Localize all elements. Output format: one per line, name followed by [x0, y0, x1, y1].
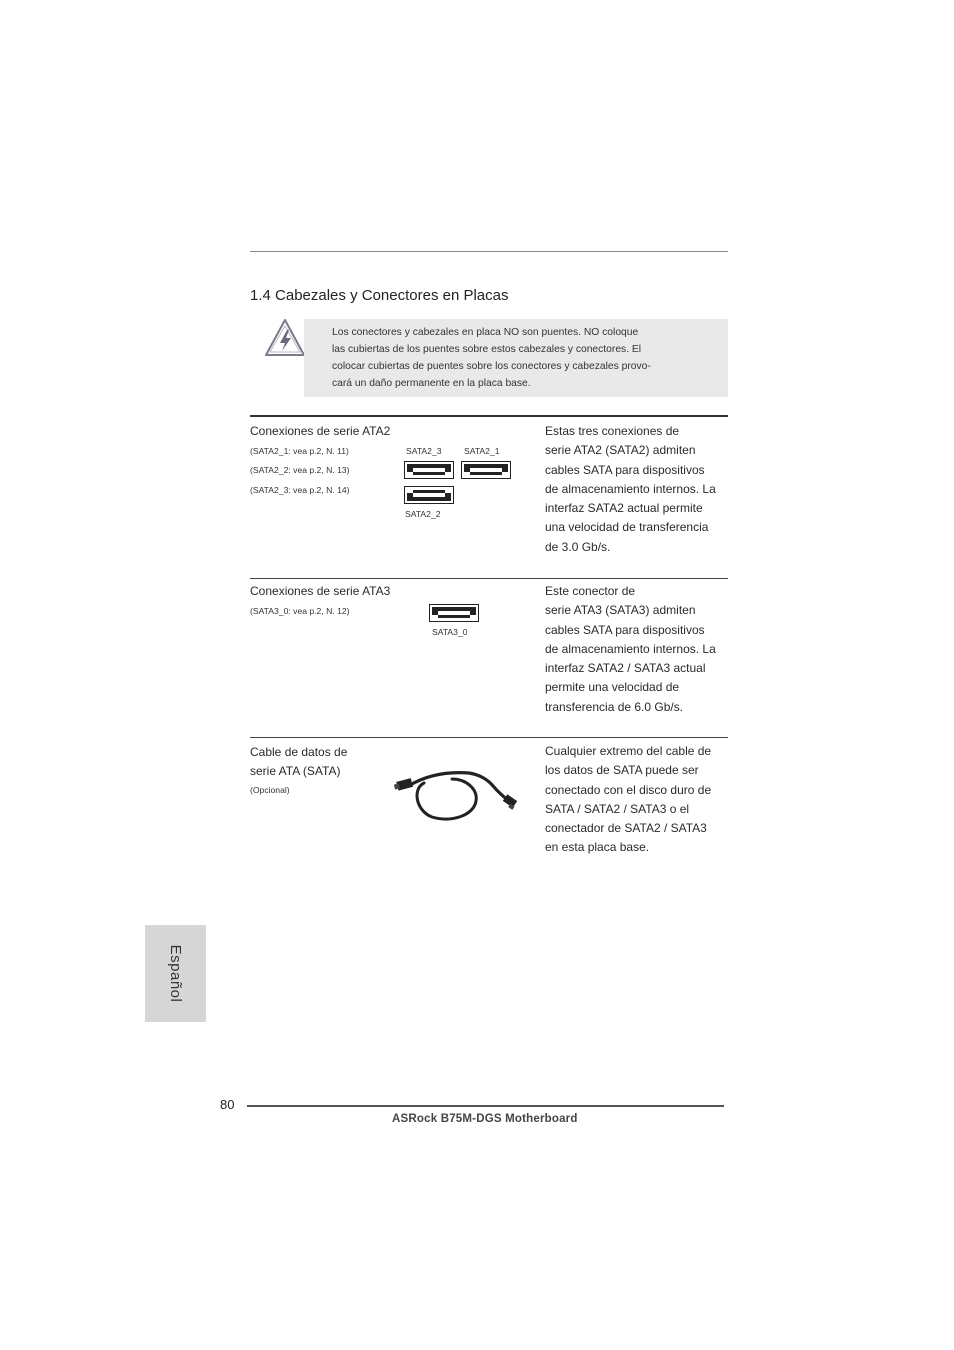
- cable-description: [545, 742, 730, 858]
- warning-line: cará un daño permanente en la placa base.: [332, 378, 531, 389]
- desc-line: interfaz SATA2 / SATA3 actual: [545, 661, 706, 676]
- desc-line: cables SATA para dispositivos: [545, 622, 705, 637]
- section-rule: [250, 415, 728, 417]
- cable-title: [250, 743, 347, 782]
- cable-title-line: serie ATA (SATA): [250, 764, 341, 779]
- sata2-description: [545, 422, 730, 557]
- sata2-ref: (SATA2_2: vea p.2, N. 13): [250, 465, 350, 475]
- footer-rule: [247, 1105, 724, 1107]
- desc-line: los datos de SATA puede ser: [545, 763, 699, 778]
- section-rule: [250, 737, 728, 738]
- language-tab: [145, 925, 206, 1022]
- port-label-sata2-3: SATA2_3: [406, 446, 442, 456]
- desc-line: Cualquier extremo del cable de: [545, 744, 712, 758]
- section-rule: [250, 578, 728, 579]
- port-label-sata3-0: SATA3_0: [432, 627, 468, 637]
- warning-text: [332, 324, 682, 392]
- desc-line: permite una velocidad de: [545, 680, 680, 695]
- sata2-ref: (SATA2_1: vea p.2, N. 11): [250, 446, 349, 456]
- sata-port-icon: [461, 461, 511, 479]
- desc-line: Estas tres conexiones de: [545, 424, 680, 438]
- desc-line: conectado con el disco duro de: [545, 782, 712, 797]
- desc-line: en esta placa base.: [545, 840, 650, 855]
- cable-title-line: Cable de datos de: [250, 745, 348, 759]
- desc-line: transferencia de 6.0 Gb/s.: [545, 699, 684, 714]
- desc-line: conectador de SATA2 / SATA3: [545, 821, 707, 836]
- cable-note: (Opcional): [250, 785, 290, 795]
- warning-line: colocar cubiertas de puentes sobre los conectores y cabezales provo-: [332, 361, 651, 372]
- sata-port-icon: [429, 604, 479, 622]
- warning-lightning-icon: [264, 318, 306, 358]
- desc-line: una velocidad de transferencia: [545, 520, 709, 535]
- footer-text: ASRock B75M-DGS Motherboard: [392, 1113, 578, 1125]
- port-label-sata2-1: SATA2_1: [464, 446, 500, 456]
- section-title: 1.4 Cabezales y Conectores en Placas: [250, 287, 509, 304]
- sata-cable-icon: [394, 767, 522, 825]
- sata-port-icon: [404, 461, 454, 479]
- warning-line: las cubiertas de los puentes sobre estos cabezales y conectores. El: [332, 344, 642, 355]
- page-number: 80: [220, 1097, 235, 1112]
- sata3-description: [545, 582, 730, 717]
- desc-line: de 3.0 Gb/s.: [545, 539, 611, 554]
- desc-line: Este conector de: [545, 584, 636, 598]
- desc-line: SATA / SATA2 / SATA3 o el: [545, 801, 690, 816]
- desc-line: interfaz SATA2 actual permite: [545, 501, 703, 516]
- warning-line: Los conectores y cabezales en placa NO son puentes. NO coloque: [332, 327, 639, 338]
- sata2-title: Conexiones de serie ATA2: [250, 424, 391, 438]
- desc-line: de almacenamiento internos. La: [545, 481, 716, 496]
- port-label-sata2-2: SATA2_2: [405, 509, 441, 519]
- sata2-ref: (SATA2_3: vea p.2, N. 14): [250, 485, 350, 495]
- warning-box: [304, 319, 728, 397]
- desc-line: serie ATA3 (SATA3) admiten: [545, 603, 696, 618]
- sata-port-icon: [404, 486, 454, 504]
- desc-line: cables SATA para dispositivos: [545, 462, 705, 477]
- language-tab-label: Español: [167, 944, 184, 1003]
- desc-line: de almacenamiento internos. La: [545, 641, 716, 656]
- desc-line: serie ATA2 (SATA2) admiten: [545, 443, 696, 458]
- header-rule: [250, 251, 728, 252]
- sata3-title: Conexiones de serie ATA3: [250, 584, 391, 598]
- sata3-ref: (SATA3_0: vea p.2, N. 12): [250, 606, 350, 616]
